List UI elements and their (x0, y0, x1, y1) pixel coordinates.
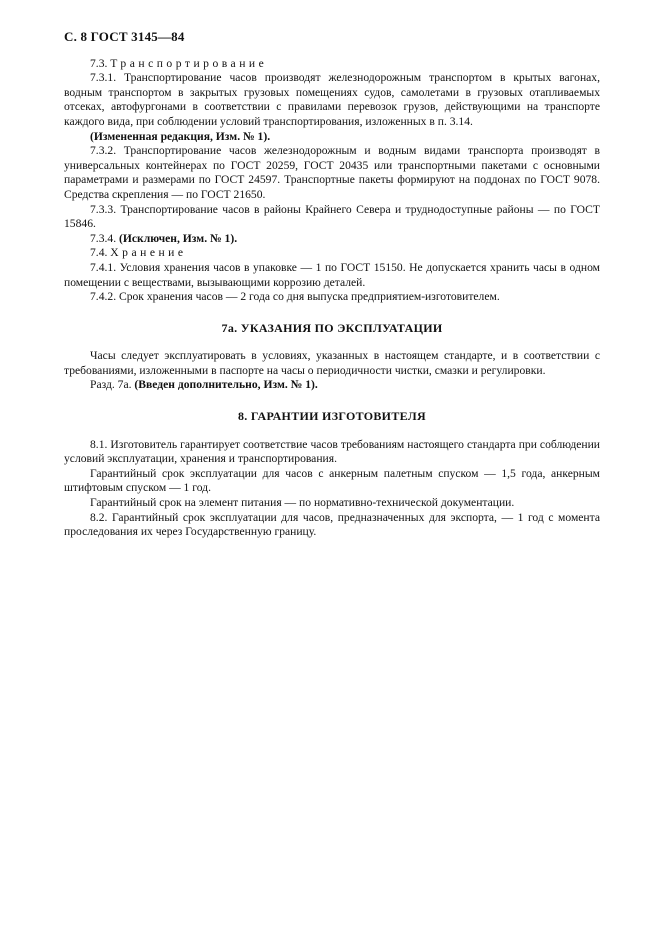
clause-8-2: 8.2. Гарантийный срок эксплуатации для часов, предназначенных для экспорта, — 1 год с момента проследования их через Государственную границу. (64, 510, 600, 539)
clause-7-4-heading (64, 246, 600, 261)
page-header: С. 8 ГОСТ 3145—84 (64, 29, 185, 44)
section-7a-note-prefix: Разд. 7а. (90, 378, 132, 392)
section-7a-title: 7а. УКАЗАНИЯ ПО ЭКСПЛУАТАЦИИ (221, 320, 443, 335)
section-8-title: 8. ГАРАНТИИ ИЗГОТОВИТЕЛЯ (238, 409, 426, 424)
clause-7-3-title: Транспортирование (110, 56, 268, 70)
clause-8-1: 8.1. Изготовитель гарантирует соответствие часов требованиям настоящего стандарта при соблюдении условий эксплуатации, хранения и транспортирования. (64, 437, 600, 466)
clause-7-3-4 (64, 232, 600, 247)
clause-7-4-title: Хранение (110, 246, 187, 260)
clause-7-3-heading (64, 57, 600, 72)
clause-8-1-warranty-period: Гарантийный срок эксплуатации для часов с анкерным палетным спуском — 1,5 года, анкерным штифтовым спуском — 1 год. (64, 466, 600, 495)
clause-7-3-2: 7.3.2. Транспортирование часов железнодорожным и водным видами транспорта производят в универсальных контейнерах по ГОСТ 20259, ГОСТ 20435 или транспортными пакетами с основными параметрами и размерами по ГОСТ 24597. Транспортные пакеты формируют на поддонах по ГОСТ 9078. Средства скрепления — по ГОСТ 21650. (64, 144, 600, 201)
clause-7-4-number: 7.4. (90, 246, 108, 260)
section-7a-note (64, 378, 600, 393)
clause-7-3-4-number: 7.3.4. (90, 231, 117, 245)
clause-8-1-battery-warranty: Гарантийный срок на элемент питания — по нормативно-технической документации. (90, 496, 515, 510)
section-7a-note-text: (Введен дополнительно, Изм. № 1). (134, 378, 318, 392)
clause-7-3-4-note: (Исключен, Изм. № 1). (119, 231, 238, 245)
clause-7-3-1: 7.3.1. Транспортирование часов производят железнодорожным транспортом в крытых вагонах, водным транспортом в закрытых грузовых помещениях судов, самолетами в грузовых отапливаемых отсеках, автофургонами в соответствии с правилами перевозок грузов, действующими на транспорте каждого вида, при соблюдении условий транспортирования, изложенных в п. 3.14. (64, 71, 600, 128)
clause-7-4-2: 7.4.2. Срок хранения часов — 2 года со дня выпуска предприятием-изготовителем. (90, 290, 500, 304)
document-page (64, 30, 600, 540)
section-7a-text: Часы следует эксплуатировать в условиях, указанных в настоящем стандарте, и в соответствии с требованиями, изложенными в паспорте на часы о периодичности чистки, смазки и регулировки. (64, 349, 600, 377)
clause-7-4-1: 7.4.1. Условия хранения часов в упаковке — 1 по ГОСТ 15150. Не допускается хранить часы в одном помещении с веществами, вызывающими коррозию деталей. (64, 260, 600, 289)
clause-7-3-1-amendment-note: (Измененная редакция, Изм. № 1). (90, 129, 271, 143)
clause-7-3-number: 7.3. (90, 56, 108, 70)
clause-7-3-3: 7.3.3. Транспортирование часов в районы Крайнего Севера и труднодоступные районы — по ГОСТ 15846. (64, 202, 600, 231)
